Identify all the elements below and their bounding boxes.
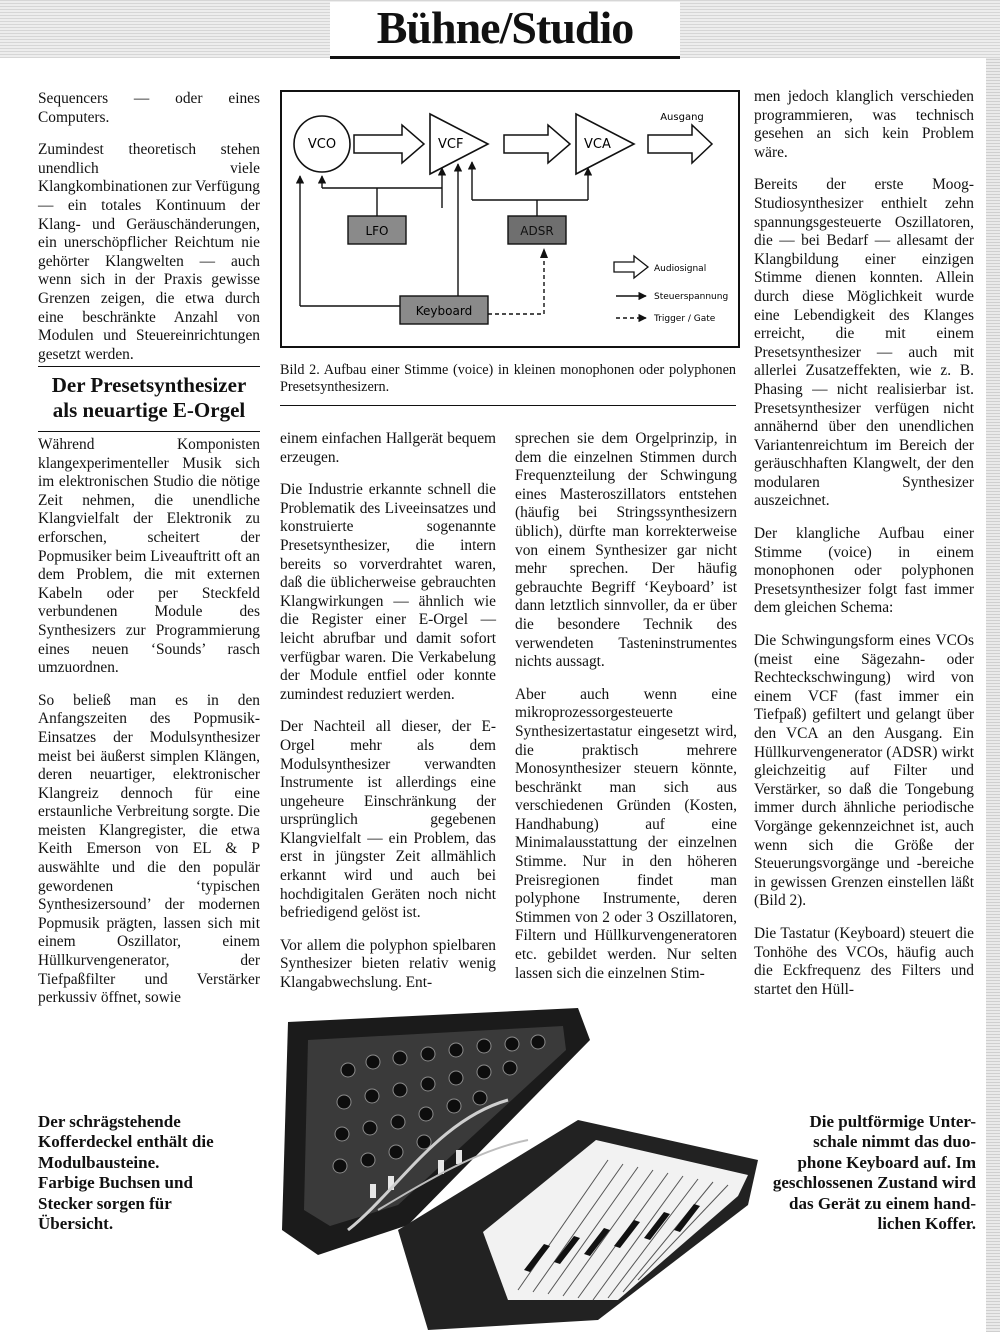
- audio-arrow: [648, 125, 712, 163]
- audio-arrow: [504, 125, 570, 163]
- caption-line: Stecker sorgen für: [38, 1193, 172, 1213]
- adsr-label: ADSR: [520, 224, 554, 238]
- column-1-top: [38, 90, 260, 364]
- column-4: [754, 88, 974, 999]
- caption-line: Übersicht.: [38, 1214, 114, 1234]
- legend-trigger-label: Trigger / Gate: [654, 314, 716, 324]
- paragraph: Der klangliche Aufbau einer Stimme (voice) in einem monophonen oder polyphonen Presetsynthesizer folgt fast immer dem gleichen Schema:: [754, 525, 974, 617]
- column-1-bottom: [38, 436, 260, 1008]
- keyboard-label: Keyboard: [415, 304, 473, 318]
- vco-label: VCO: [307, 137, 337, 152]
- audio-arrow: [354, 125, 424, 163]
- caption-line: schale nimmt das duo-: [813, 1132, 976, 1152]
- caption-line: geschlossenen Zustand wird: [772, 1173, 976, 1193]
- vcf-label: VCF: [438, 137, 464, 152]
- caption-rule: [280, 405, 736, 406]
- signal-flow-diagram: [280, 90, 740, 348]
- trigger-line: [488, 256, 544, 314]
- paragraph: Sequencers — oder eines Computers.: [38, 90, 260, 126]
- caption-line: das Gerät zu einem hand-: [789, 1193, 976, 1213]
- lfo-label: LFO: [365, 224, 389, 238]
- heading-line: Der Presetsynthesizer: [51, 373, 247, 397]
- synthesizer-photo: [278, 1000, 763, 1332]
- legend-audio-label: Audiosignal: [654, 264, 707, 274]
- vca-label: VCA: [584, 137, 611, 152]
- column-3: [515, 430, 737, 983]
- caption-line: Farbige Buchsen und: [38, 1173, 193, 1193]
- right-edge-strip: [986, 58, 1000, 1332]
- paragraph: Der Nachteil all dieser, der E-Orgel mehr als dem Modulsynthesizer verwandten Instrumente ist allerdings eine ungeheure Einschränkung der ursprünglich gegebenen Klangvielfalt — ein Problem, das erst in jüngster Zeit allmählich erkannt wird und auch bei hochdigitalen Geräten noch nicht befriedigend gelöst ist.: [280, 718, 496, 922]
- paragraph: Die Schwingungsform eines VCOs (meist eine Sägezahn- oder Rechteckschwingung) wird von einem VCF (fast immer ein Tiefpaß) gefiltert und gelangt über den VCA an den Ausgang. Ein Hüllkurvengenerator (ADSR) wirkt gleichzeitig auf Filter und Verstärker, so daß die Tongebung immer durch ähnliche periodische Vorgänge gekennzeichnet ist, auch wenn sich die Größe der Steuerungsvorgänge und -bereiche in gewissen Grenzen einstellen läßt (Bild 2).: [754, 632, 974, 910]
- heading-line: als neuartige E-Orgel: [52, 398, 246, 422]
- paragraph: Die Tastatur (Keyboard) steuert die Tonhöhe des VCOs, häufig auch die Eckfrequenz des Filters und startet den Hüll-: [754, 924, 974, 998]
- legend-audio-arrow: [614, 256, 648, 278]
- paragraph: Zumindest theoretisch stehen unendlich viele Klangkombinationen zur Verfügung — ein totales Kontinuum der Klang- und Geräuschänderungen, ein unerschöpflicher Reichtum nie gehörter Klangwelten — auch wenn sich in der Praxis gewisse Grenzen zeigen, die etwa durch eine beschränkte Anzahl von Modulen und Steuereinrichtungen gesetzt werden.: [38, 141, 260, 363]
- figure-caption: Bild 2. Aufbau einer Stimme (voice) in kleinen monophonen oder polyphonen Presetsynthesizern.: [280, 362, 736, 395]
- legend-cv-label: Steuerspannung: [654, 292, 729, 302]
- caption-line: Kofferdeckel enthält die: [38, 1132, 214, 1152]
- caption-line: Die pultförmige Unter-: [809, 1112, 976, 1131]
- paragraph: einem einfachen Hallgerät bequem erzeugen.: [280, 430, 496, 466]
- paragraph: Während Komponisten klangexperimenteller Musik sich im elektronischen Studio die nötige Zeit nehmen, die unendliche Klangvielfalt der Elektronik zu erforschen, scheitert der Popmusiker beim Liveauftritt oft an dem Problem, die mit externen Kabeln oder per Steckfeld verbundenen Module des Synthesizers zur Programmierung eines neuen ‘Sounds’ rasch umzuordnen.: [38, 436, 260, 677]
- paragraph: Bereits der erste Moog-Studiosynthesizer enthielt zehn spannungsgesteuerte Oszillatoren, die — bei Bedarf — allesamt der Klangbildung einer einzigen Stimme dienen konnten. Allein durch diese Möglichkeit wurde eine Lebendigkeit des Klanges erreicht, die mit einem Presetsynthesizer — auch mit allerlei Zusatzeffekten, wie z. B. Phasing — nicht realisierbar ist. Presetsynthesizer verfügen nicht annähernd über den unendlichen Variantenreichtum im Bereich der geräuschhaften Klangwelt, der den modularen Synthesizer auszeichnet.: [754, 176, 974, 510]
- output-label: Ausgang: [660, 112, 704, 123]
- paragraph: sprechen sie dem Orgelprinzip, in dem die einzelnen Stimmen durch Frequenzteilung der Schwingung eines Masteroszillators entstehen (häufig bei Stringssynthesizern üblich), dürfte man korrekterweise von einem Synthesizer gar nicht mehr sprechen. Der häufig gebrauchte Begriff ‘Keyboard’ ist dann letztlich sinnvoller, da er über die besondere Technik des verwendeten Tasteninstrumentes nichts aussagt.: [515, 430, 737, 671]
- section-heading: [38, 366, 260, 432]
- caption-line: Der schrägstehende: [38, 1112, 181, 1131]
- photo-caption-right: [760, 1112, 976, 1234]
- paragraph: Vor allem die polyphon spielbaren Synthesizer bieten relativ wenig Klangabwechslung. Ent-: [280, 936, 496, 992]
- paragraph: Aber auch wenn eine mikroprozessorgesteuerte Synthesizertastatur eingesetzt wird, die praktisch mehrere Monosynthesizer steuern könnte, beschränkt man sich aus verschiedenen Gründen (Kosten, Handhabung) auf eine Minimalausstattung der einzelnen Stimme. Nur in den höheren Preisregionen findet man polyphone Instrumente, deren Stimmen von 2 oder 3 Oszillatoren, Filtern und Hüllkurvengeneratoren etc. gebildet werden. Nur selten lassen sich die einzelnen Stim-: [515, 685, 737, 982]
- paragraph: Die Industrie erkannte schnell die Problematik des Liveeinsatzes und konstruierte sogenannte Presetsynthesizer, die intern bereits so vorverdrahtet waren, daß die üblicherweise gebrauchten Klangwirkungen — ähnlich wie die Register einer E-Orgel — leicht abrufbar und damit sofort verfügbar waren. Die Verkabelung der Module entfiel oder konnte zumindest reduziert werden.: [280, 481, 496, 703]
- paragraph: men jedoch klanglich verschieden programmieren, was technisch gesehen an sich kein Problem wäre.: [754, 88, 974, 161]
- photo-caption-left: [38, 1112, 258, 1234]
- column-2: [280, 430, 496, 993]
- page-title: Bühne/Studio: [330, 2, 680, 59]
- caption-line: lichen Koffer.: [877, 1214, 976, 1234]
- caption-line: Modulbausteine.: [38, 1152, 160, 1172]
- paragraph: So beließ man es in den Anfangszeiten des Popmusik-Einsatzes der Modulsynthesizer meist bei äußerst simplen Klängen, deren neuartiger, elektronischer Klangreiz dennoch für eine erstaunliche Verbreitung sorgte. Die meisten Klangregister, die etwa Keith Emerson von EL & P auswählte und die den populär gewordenen ‘typischen Synthesizersound’ der modernen Popmusik prägten, lassen sich mit einem Oszillator, einem Hüllkurvengenerator, der Tiefpaßfilter und Verstärker perkussiv öffnet, sowie: [38, 691, 260, 1007]
- caption-line: phone Keyboard auf. Im: [797, 1152, 976, 1172]
